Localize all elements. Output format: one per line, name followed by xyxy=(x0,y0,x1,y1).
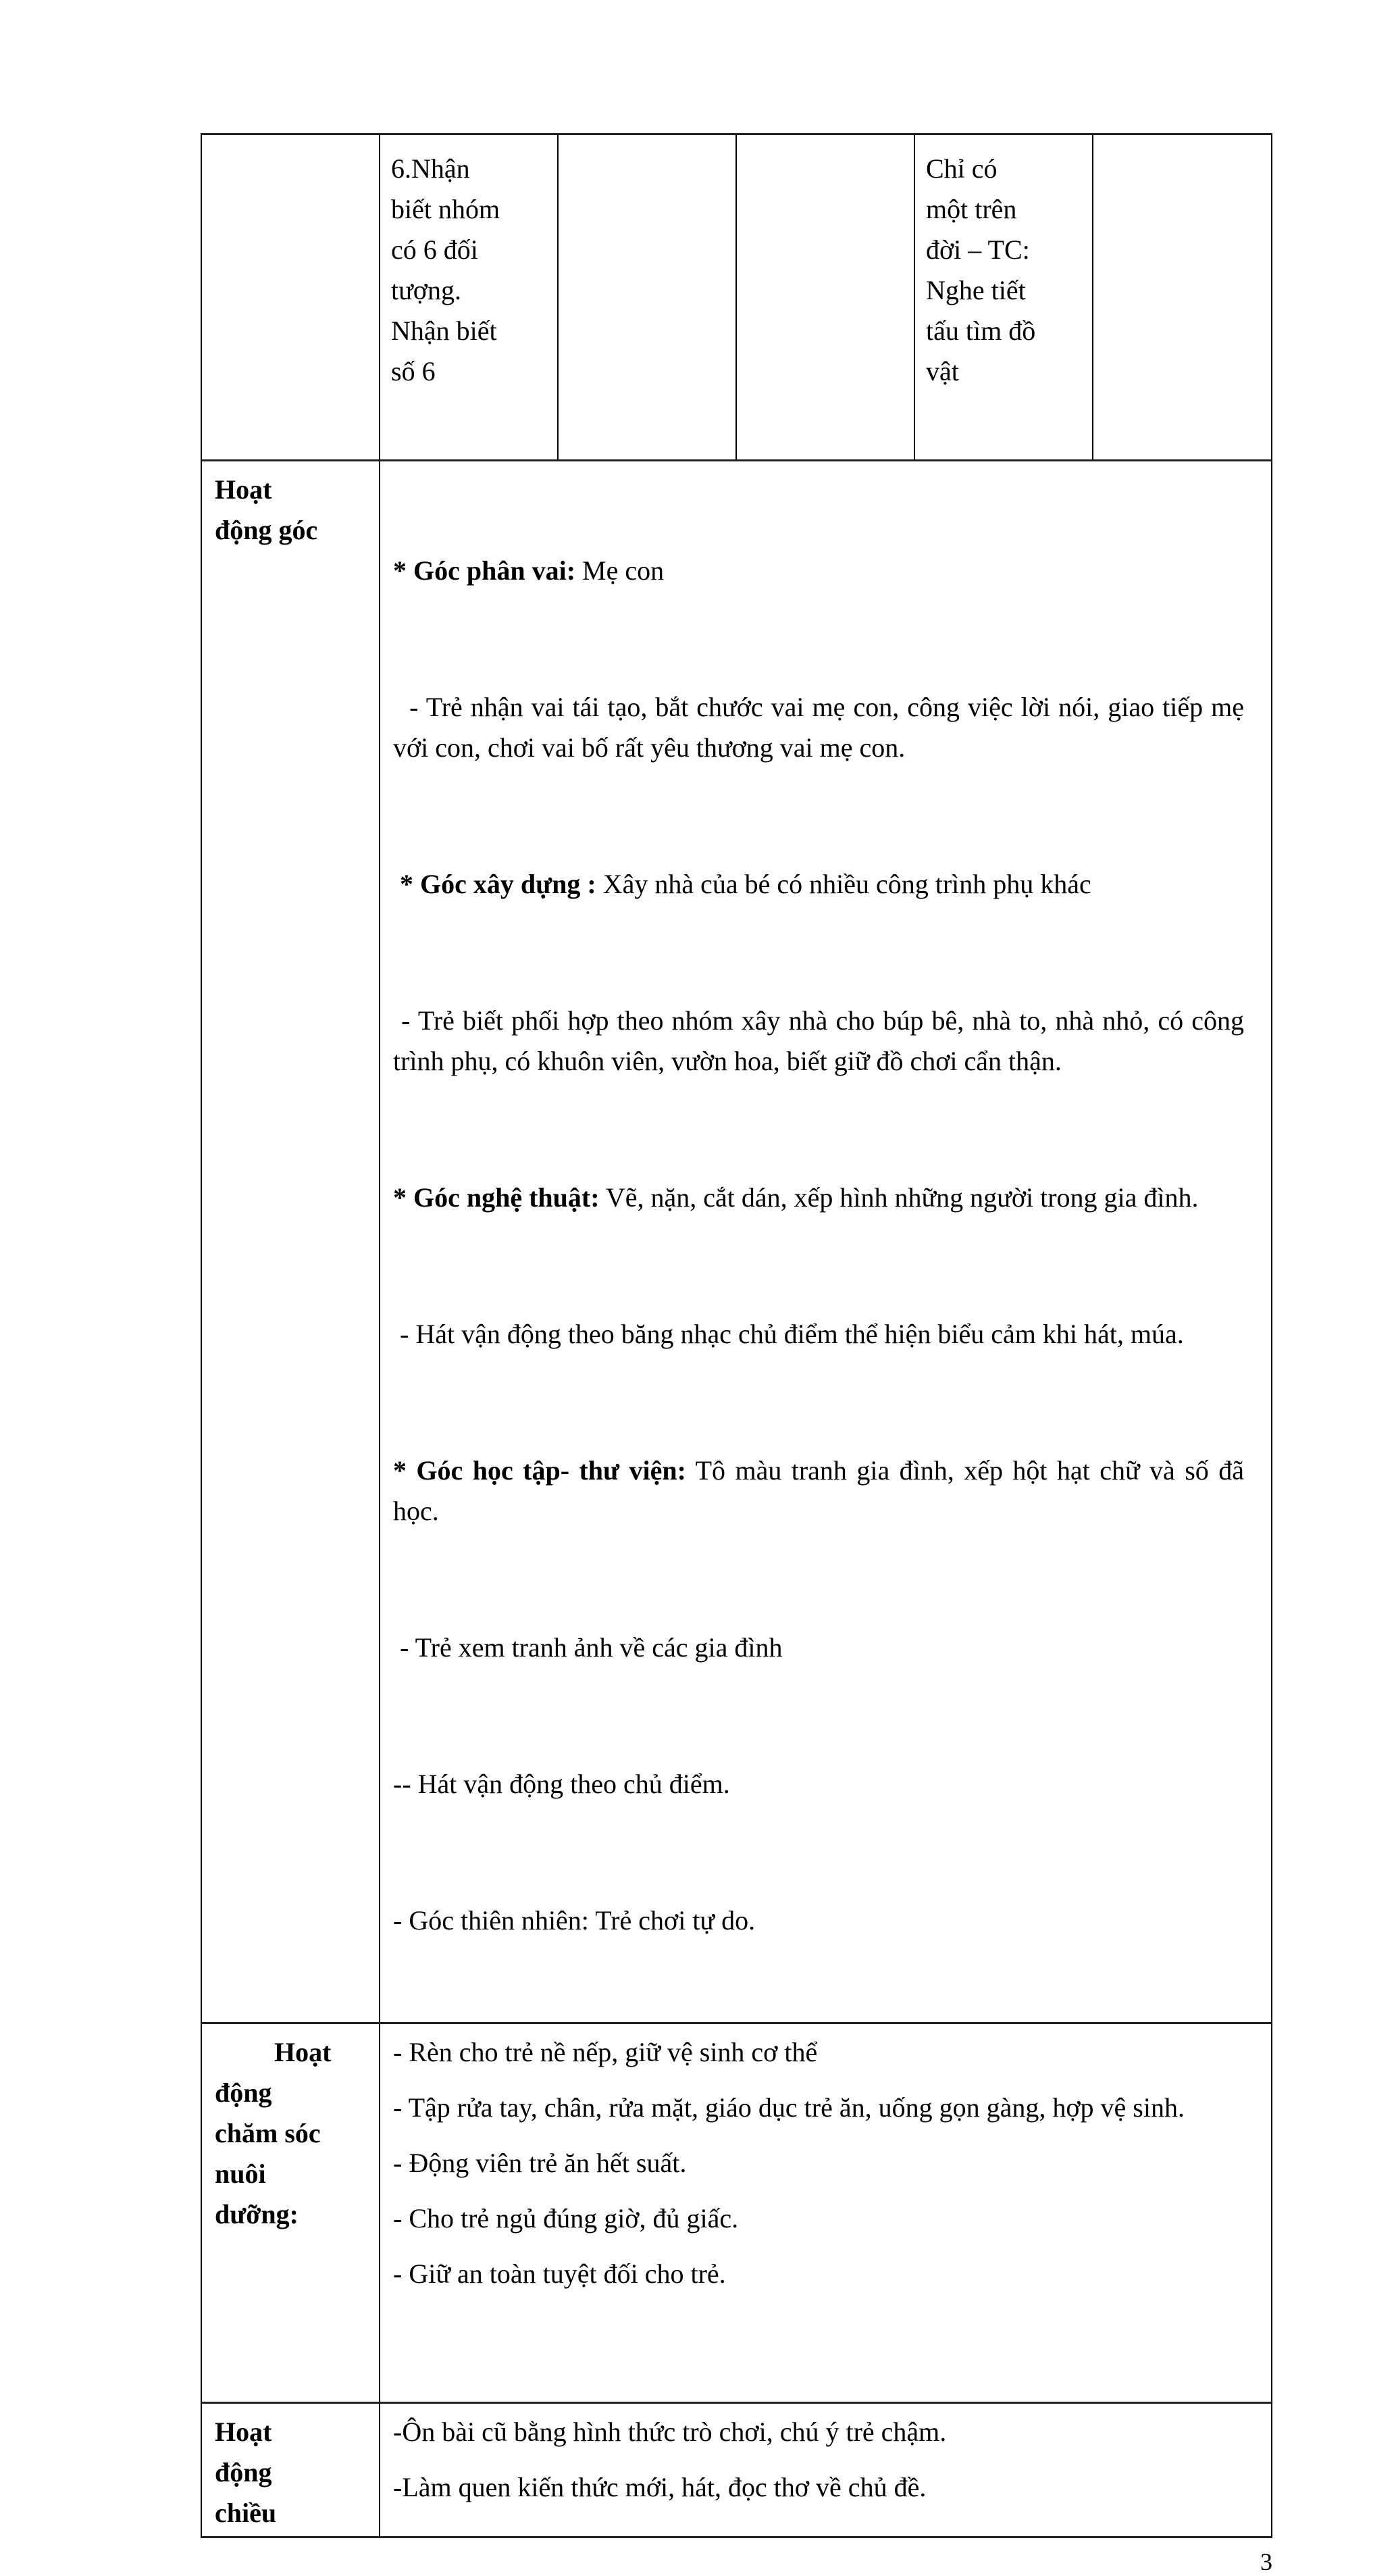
label-line: dưỡng: xyxy=(215,2199,299,2229)
line: Chỉ có xyxy=(926,153,998,184)
list-item: -Làm quen kiến thức mới, hát, đọc thơ về chủ đề. xyxy=(393,2472,927,2502)
goc-phan-vai xyxy=(393,551,1244,591)
list-item: - Tập rửa tay, chân, rửa mặt, giáo dục trẻ ăn, uống gọn gàng, hợp vệ sinh. xyxy=(393,2092,1185,2123)
list-item: -Ôn bài cũ bằng hình thức trò chơi, chú ý trẻ chậm. xyxy=(393,2417,947,2447)
plan-table xyxy=(201,133,1272,2576)
line: Nghe tiết xyxy=(926,275,1026,305)
cell-chi-co-mot xyxy=(915,135,1093,459)
cell-empty-3 xyxy=(559,135,737,459)
goc-hoc-tap xyxy=(393,1450,1251,1532)
goc-xay-dung xyxy=(393,864,1244,905)
row-label-hoat-dong-chieu xyxy=(202,2404,380,2536)
line: tượng. xyxy=(391,275,461,305)
label-line: chiều xyxy=(215,2498,277,2528)
page-number-area xyxy=(201,2548,1272,2576)
line: có 6 đối xyxy=(391,234,478,265)
heading: * Góc nghệ thuật: xyxy=(393,1182,600,1213)
table-row-cham-soc xyxy=(201,2024,1272,2404)
cell-nhan-biet-6 xyxy=(380,135,559,459)
cell-empty-4 xyxy=(737,135,915,459)
cell-empty-1 xyxy=(202,135,380,459)
label-line: động xyxy=(215,2077,272,2108)
row-label-hoat-dong-goc xyxy=(202,461,380,2022)
goc-phan-vai-detail xyxy=(393,687,1251,768)
goc-xay-dung-detail xyxy=(393,1001,1251,1082)
list-item: - Cho trẻ ngủ đúng giờ, đủ giấc. xyxy=(393,2203,739,2233)
goc-nghe-thuat xyxy=(393,1178,1244,1218)
cell-goc-content xyxy=(380,461,1271,2022)
label-line: Hoạt xyxy=(274,2037,332,2067)
line: Nhận biết xyxy=(391,315,497,346)
goc-thien-nhien: - Góc thiên nhiên: Trẻ chơi tự do. xyxy=(393,1905,756,1936)
text: Vẽ, nặn, cắt dán, xếp hình những người trong gia đình. xyxy=(599,1182,1199,1213)
text: - Hát vận động theo băng nhạc chủ điểm thể hiện biểu cảm khi hát, múa. xyxy=(393,1319,1184,1349)
text: - Trẻ biết phối hợp theo nhóm xây nhà cho búp bê, nhà to, nhà nhỏ, có công trình phụ, có khuôn viên, vườn hoa, biết giữ đồ chơi cẩn thận. xyxy=(393,1005,1251,1076)
label-line: Hoạt xyxy=(215,474,272,505)
cell-empty-6 xyxy=(1093,135,1271,459)
line: vật xyxy=(926,356,959,386)
label-line: nuôi xyxy=(215,2158,266,2189)
line: tấu tìm đồ xyxy=(926,315,1036,346)
cell-cham-soc-content xyxy=(380,2024,1271,2402)
cell-chieu-content xyxy=(380,2404,1271,2536)
text: Tô màu tranh gia đình, xếp hột hạt chữ và số đã học. xyxy=(393,1455,1251,1526)
heading: * Góc học tập- thư viện: xyxy=(393,1455,686,1486)
line: 6.Nhận xyxy=(391,153,470,184)
heading: * Góc xây dựng : xyxy=(393,869,596,899)
hat-van-dong: -- Hát vận động theo chủ điểm. xyxy=(393,1769,730,1799)
line: một trên xyxy=(926,194,1017,224)
line: đời – TC: xyxy=(926,234,1030,265)
text: Mẹ con xyxy=(575,555,665,586)
line: biết nhóm xyxy=(391,194,500,224)
row-label-cham-soc xyxy=(202,2024,380,2402)
text: Xây nhà của bé có nhiều công trình phụ khác xyxy=(596,869,1091,899)
text: - Trẻ nhận vai tái tạo, bắt chước vai mẹ con, công việc lời nói, giao tiếp mẹ với con, chơi vai bố rất yêu thương vai mẹ con. xyxy=(393,692,1251,763)
heading: * Góc phân vai: xyxy=(393,555,576,586)
list-item: - Giữ an toàn tuyệt đối cho trẻ. xyxy=(393,2258,726,2289)
label-line: động góc xyxy=(215,515,318,545)
line: số 6 xyxy=(391,356,436,386)
page-number: 3 xyxy=(1260,2548,1272,2575)
label-line: Hoạt xyxy=(215,2417,272,2447)
list-item: - Rèn cho trẻ nề nếp, giữ vệ sinh cơ thể xyxy=(393,2037,818,2067)
list-item: - Động viên trẻ ăn hết suất. xyxy=(393,2148,687,2178)
label-line: chăm sóc xyxy=(215,2118,321,2148)
table-row-hoat-dong-chieu xyxy=(201,2404,1272,2538)
table-row-hoat-dong-goc xyxy=(201,461,1272,2024)
table-row-top xyxy=(201,135,1272,461)
text: - Trẻ xem tranh ảnh về các gia đình xyxy=(393,1632,783,1663)
goc-nghe-thuat-detail xyxy=(393,1314,1244,1355)
goc-hoc-tap-detail xyxy=(393,1627,1244,1668)
label-line: động xyxy=(215,2457,272,2487)
